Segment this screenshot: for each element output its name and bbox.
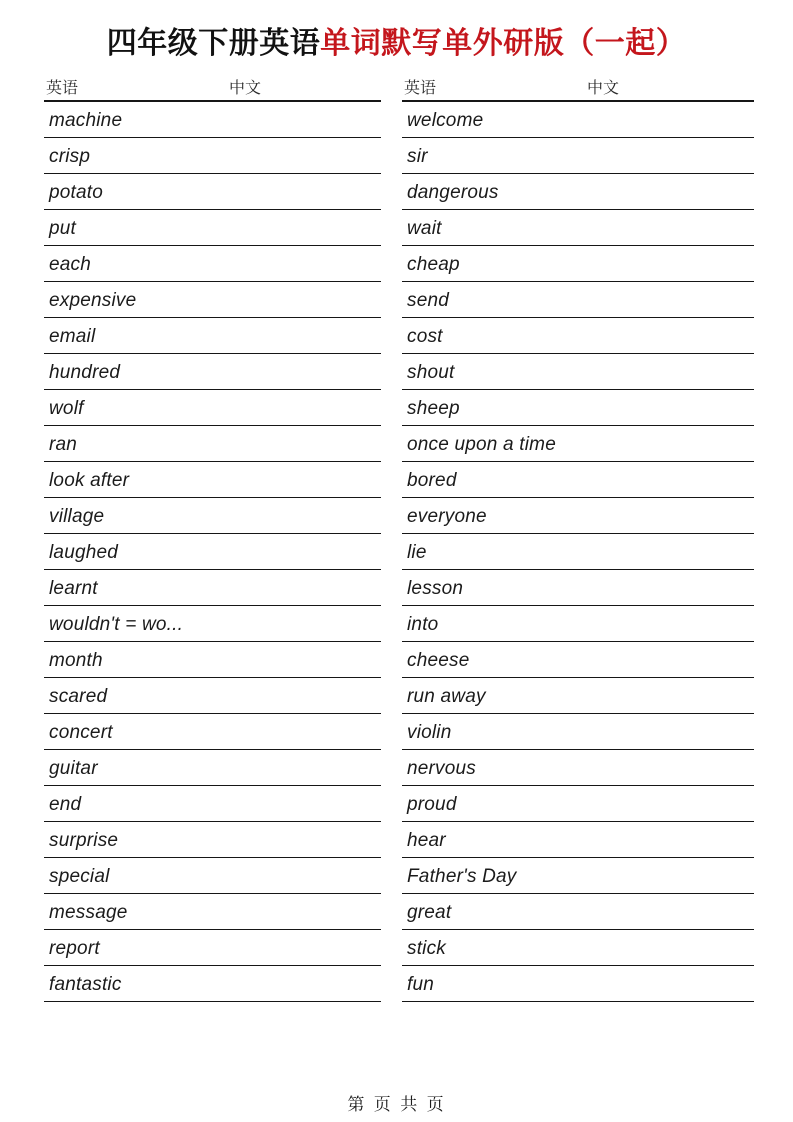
english-word: end <box>49 794 82 815</box>
english-word: violin <box>407 722 452 743</box>
table-row <box>44 786 381 822</box>
english-word: fantastic <box>49 974 122 995</box>
english-word: wait <box>407 218 442 239</box>
english-word: hundred <box>49 362 121 383</box>
table-row <box>402 570 754 606</box>
column-header <box>44 74 381 102</box>
word-column-left <box>44 74 381 1002</box>
english-word: hear <box>407 830 446 851</box>
title-black-part: 四年级下册英语 <box>106 26 321 61</box>
english-word: into <box>407 614 439 635</box>
header-english: 英语 <box>46 78 79 97</box>
table-row <box>44 462 381 498</box>
english-word: nervous <box>407 758 476 779</box>
english-word: each <box>49 254 92 275</box>
english-word: run away <box>407 686 486 707</box>
english-word: learnt <box>49 578 98 599</box>
table-row <box>44 174 381 210</box>
table-row <box>402 210 754 246</box>
table-row <box>402 750 754 786</box>
english-word: wouldn't = wo... <box>49 614 184 635</box>
table-row <box>402 282 754 318</box>
english-word: email <box>49 326 96 347</box>
english-word: special <box>49 866 110 887</box>
english-word: once upon a time <box>407 434 556 455</box>
english-word: look after <box>49 470 130 491</box>
table-row <box>402 678 754 714</box>
english-word: laughed <box>49 542 119 563</box>
table-row <box>402 174 754 210</box>
page-title <box>0 0 793 66</box>
english-word: put <box>49 218 77 239</box>
table-row <box>402 354 754 390</box>
english-word: cost <box>407 326 443 347</box>
english-word: report <box>49 938 100 959</box>
english-word: sheep <box>407 398 460 419</box>
english-word: scared <box>49 686 108 707</box>
english-word: concert <box>49 722 113 743</box>
table-row <box>44 534 381 570</box>
table-row <box>44 822 381 858</box>
table-row <box>44 138 381 174</box>
table-row <box>44 714 381 750</box>
word-rows <box>44 102 381 1002</box>
english-word: proud <box>407 794 457 815</box>
english-word: month <box>49 650 103 671</box>
english-word: lie <box>407 542 427 563</box>
page-footer: 第 页 共 页 <box>347 1095 446 1115</box>
english-word: village <box>49 506 105 527</box>
table-row <box>402 426 754 462</box>
english-word: lesson <box>407 578 464 599</box>
english-word: crisp <box>49 146 91 167</box>
english-word: great <box>407 902 452 923</box>
header-english: 英语 <box>404 78 437 97</box>
table-row <box>402 714 754 750</box>
table-row <box>44 354 381 390</box>
english-word: cheap <box>407 254 460 275</box>
table-row <box>402 606 754 642</box>
english-word: fun <box>407 974 435 995</box>
table-row <box>402 642 754 678</box>
table-row <box>44 678 381 714</box>
english-word: shout <box>407 362 455 383</box>
header-chinese: 中文 <box>587 78 620 97</box>
table-row <box>402 930 754 966</box>
english-word: cheese <box>407 650 470 671</box>
table-row <box>44 498 381 534</box>
table-row <box>44 894 381 930</box>
english-word: expensive <box>49 290 137 311</box>
table-row <box>402 246 754 282</box>
english-word: machine <box>49 110 123 131</box>
word-rows <box>402 102 754 1002</box>
english-word: potato <box>49 182 104 203</box>
table-row <box>44 390 381 426</box>
table-row <box>402 462 754 498</box>
vocab-table <box>44 74 793 1002</box>
table-row <box>44 246 381 282</box>
table-row <box>44 570 381 606</box>
title-red-part: 单词默写单外研版（一起） <box>320 26 687 61</box>
table-row <box>402 966 754 1002</box>
table-row <box>44 966 381 1002</box>
table-row <box>44 102 381 138</box>
header-chinese: 中文 <box>229 78 262 97</box>
english-word: stick <box>407 938 446 959</box>
english-word: ran <box>49 434 78 455</box>
table-row <box>44 642 381 678</box>
table-row <box>402 138 754 174</box>
table-row <box>44 606 381 642</box>
english-word: send <box>407 290 450 311</box>
english-word: bored <box>407 470 457 491</box>
english-word: Father's Day <box>407 866 517 887</box>
table-row <box>402 498 754 534</box>
english-word: message <box>49 902 128 923</box>
english-word: wolf <box>49 398 84 419</box>
english-word: dangerous <box>407 182 499 203</box>
table-row <box>402 318 754 354</box>
table-row <box>402 102 754 138</box>
column-header <box>402 74 754 102</box>
table-row <box>402 786 754 822</box>
table-row <box>402 894 754 930</box>
table-row <box>44 282 381 318</box>
table-row <box>44 210 381 246</box>
english-word: surprise <box>49 830 119 851</box>
table-row <box>402 534 754 570</box>
table-row <box>44 858 381 894</box>
english-word: guitar <box>49 758 98 779</box>
table-row <box>44 750 381 786</box>
table-row <box>44 426 381 462</box>
english-word: everyone <box>407 506 487 527</box>
table-row <box>44 318 381 354</box>
table-row <box>402 822 754 858</box>
english-word: sir <box>407 146 428 167</box>
table-row <box>402 858 754 894</box>
english-word: welcome <box>407 110 484 131</box>
word-column-right <box>402 74 754 1002</box>
table-row <box>44 930 381 966</box>
table-row <box>402 390 754 426</box>
